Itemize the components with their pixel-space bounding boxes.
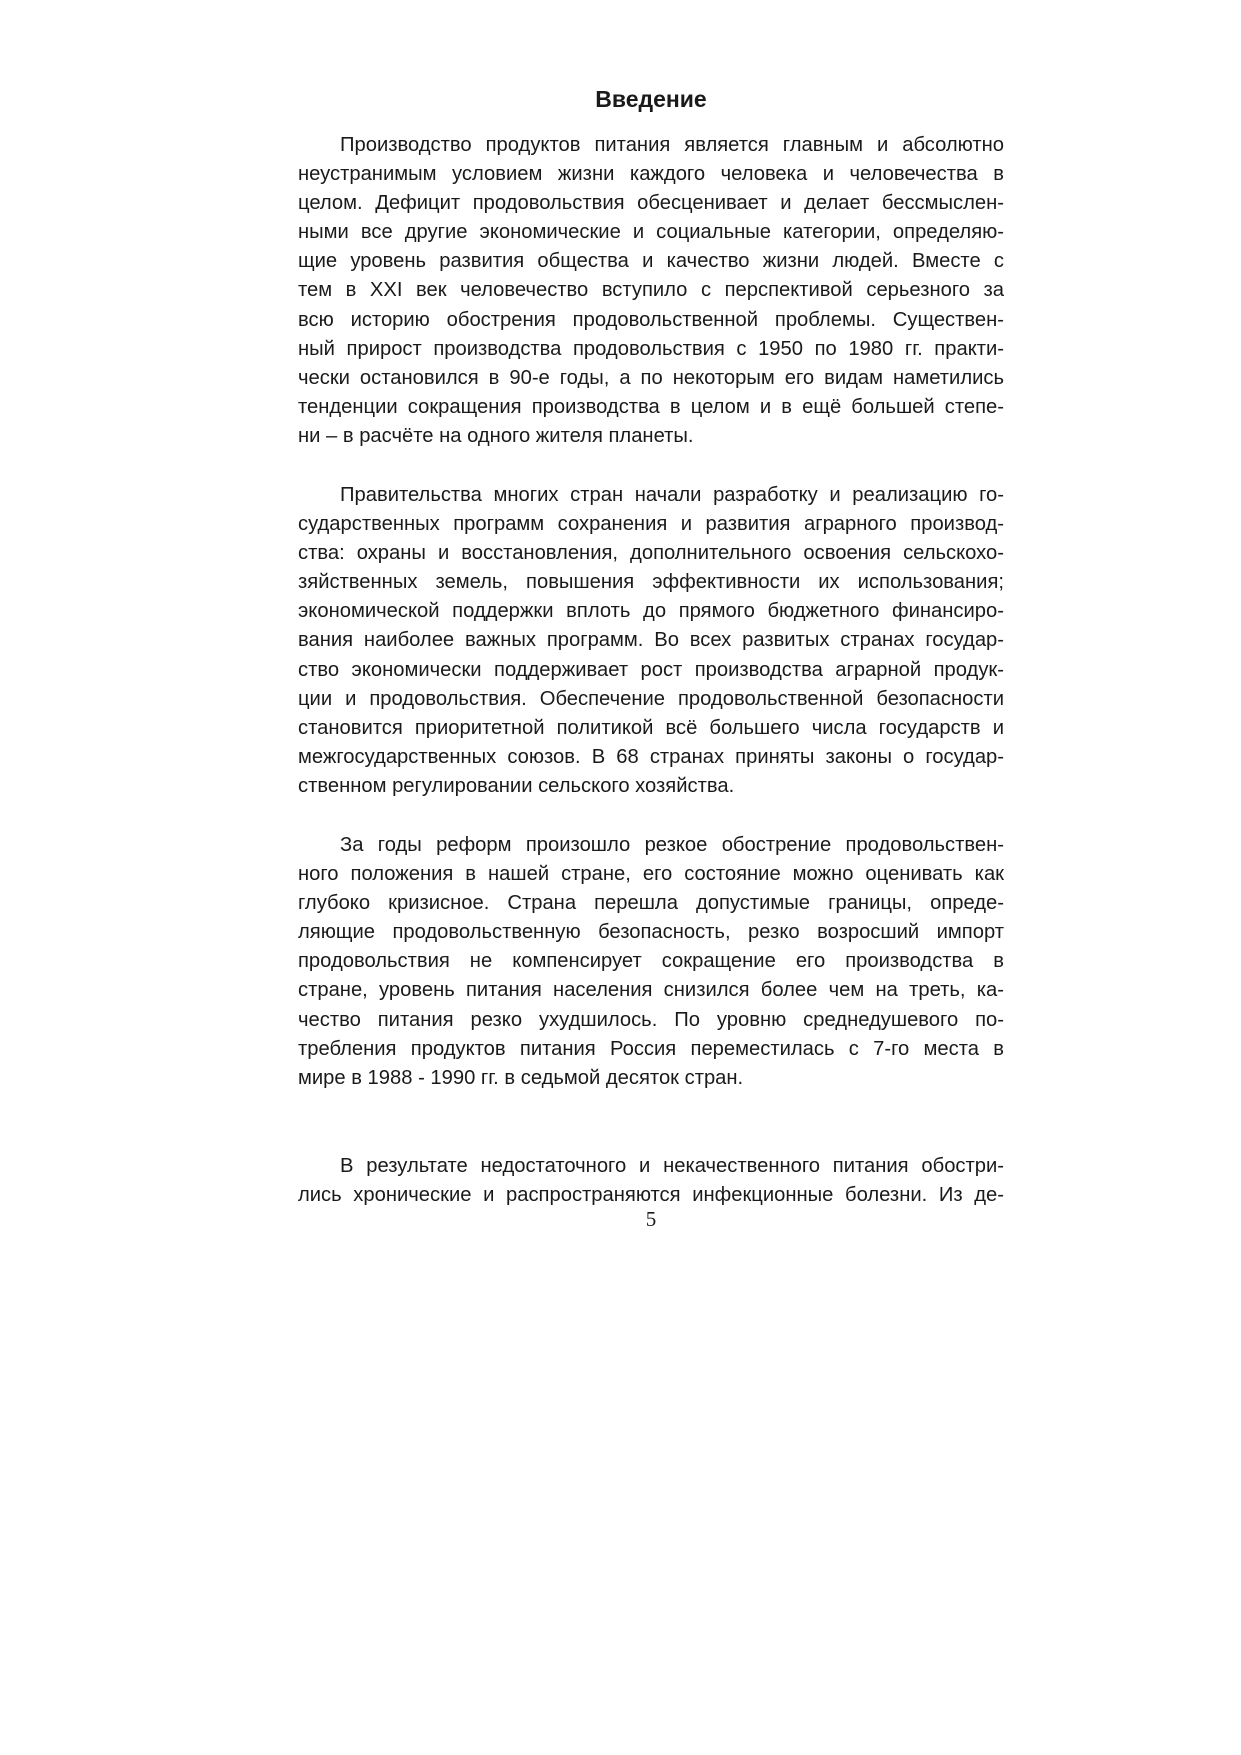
text-line: мире в 1988 - 1990 гг. в седьмой десяток стран. <box>298 1066 744 1089</box>
text-line: ни – в расчёте на одного жителя планеты. <box>298 424 694 447</box>
text-line: Производство продуктов питания является главным и абсолютно <box>340 134 1004 156</box>
text-line: лись хронические и распространяются инфекционные болезни. Из де- <box>298 1184 1004 1207</box>
text-line: ственном регулировании сельского хозяйства. <box>298 774 735 797</box>
text-line: тем в XXI век человечество вступило с перспективой серьезного за <box>298 279 1004 302</box>
text-line: чески остановился в 90-е годы, а по некоторым его видам наметились <box>298 366 1004 389</box>
text-line: межгосударственных союзов. В 68 странах приняты законы о государ- <box>298 745 1004 768</box>
paragraph-2 <box>298 481 1004 801</box>
text-line: вания наиболее важных программ. Во всех развитых странах государ- <box>298 629 1004 652</box>
text-line: глубоко кризисное. Страна перешла допустимые границы, опреде- <box>298 892 1004 915</box>
text-line: целом. Дефицит продовольствия обесценивает и делает бессмыслен- <box>298 192 1004 215</box>
page-number: 5 <box>645 1207 657 1231</box>
paragraph-4 <box>298 1152 1004 1210</box>
text-line: Правительства многих стран начали разработку и реализацию го- <box>340 484 1004 506</box>
text-line: ляющие продовольственную безопасность, резко возросший импорт <box>298 921 1004 944</box>
text-line: неустранимым условием жизни каждого человека и человечества в <box>298 163 1004 186</box>
text-line: чество питания резко ухудшилось. По уровню среднедушевого по- <box>298 1008 1004 1031</box>
text-line: тенденции сокращения производства в целом и в ещё большей степе- <box>298 395 1004 418</box>
text-line: ный прирост производства продовольствия с 1950 по 1980 гг. практи- <box>298 337 1004 360</box>
text-line: продовольствия не компенсирует сокращение его производства в <box>298 950 1004 973</box>
text-line: ного положения в нашей стране, его состояние можно оценивать как <box>298 863 1004 886</box>
text-line: В результате недостаточного и некачественного питания обостри- <box>340 1155 1004 1177</box>
text-line: сударственных программ сохранения и развития аграрного производ- <box>298 513 1004 536</box>
text-line: За годы реформ произошло резкое обострение продовольствен- <box>340 834 1004 856</box>
text-line: ство экономически поддерживает рост производства аграрной продук- <box>298 658 1004 681</box>
text-line: становится приоритетной политикой всё большего числа государств и <box>298 716 1004 739</box>
section-title: Введение <box>595 86 707 112</box>
paragraph-3 <box>298 831 1004 1093</box>
text-line: ции и продовольствия. Обеспечение продовольственной безопасности <box>298 687 1004 710</box>
text-line: требления продуктов питания Россия переместилась с 7-го места в <box>298 1037 1004 1060</box>
text-line: стране, уровень питания населения снизился более чем на треть, ка- <box>298 979 1004 1002</box>
text-line: экономической поддержки вплоть до прямого бюджетного финансиро- <box>298 600 1004 623</box>
text-line: ства: охраны и восстановления, дополнительного освоения сельскохо- <box>298 542 1004 565</box>
paragraph-1 <box>298 131 1004 451</box>
text-line: всю историю обострения продовольственной проблемы. Существен- <box>298 308 1004 331</box>
text-line: щие уровень развития общества и качество жизни людей. Вместе с <box>298 250 1004 273</box>
text-line: зяйственных земель, повышения эффективности их использования; <box>298 571 1004 594</box>
text-line: ными все другие экономические и социальные категории, определяю- <box>298 221 1004 244</box>
